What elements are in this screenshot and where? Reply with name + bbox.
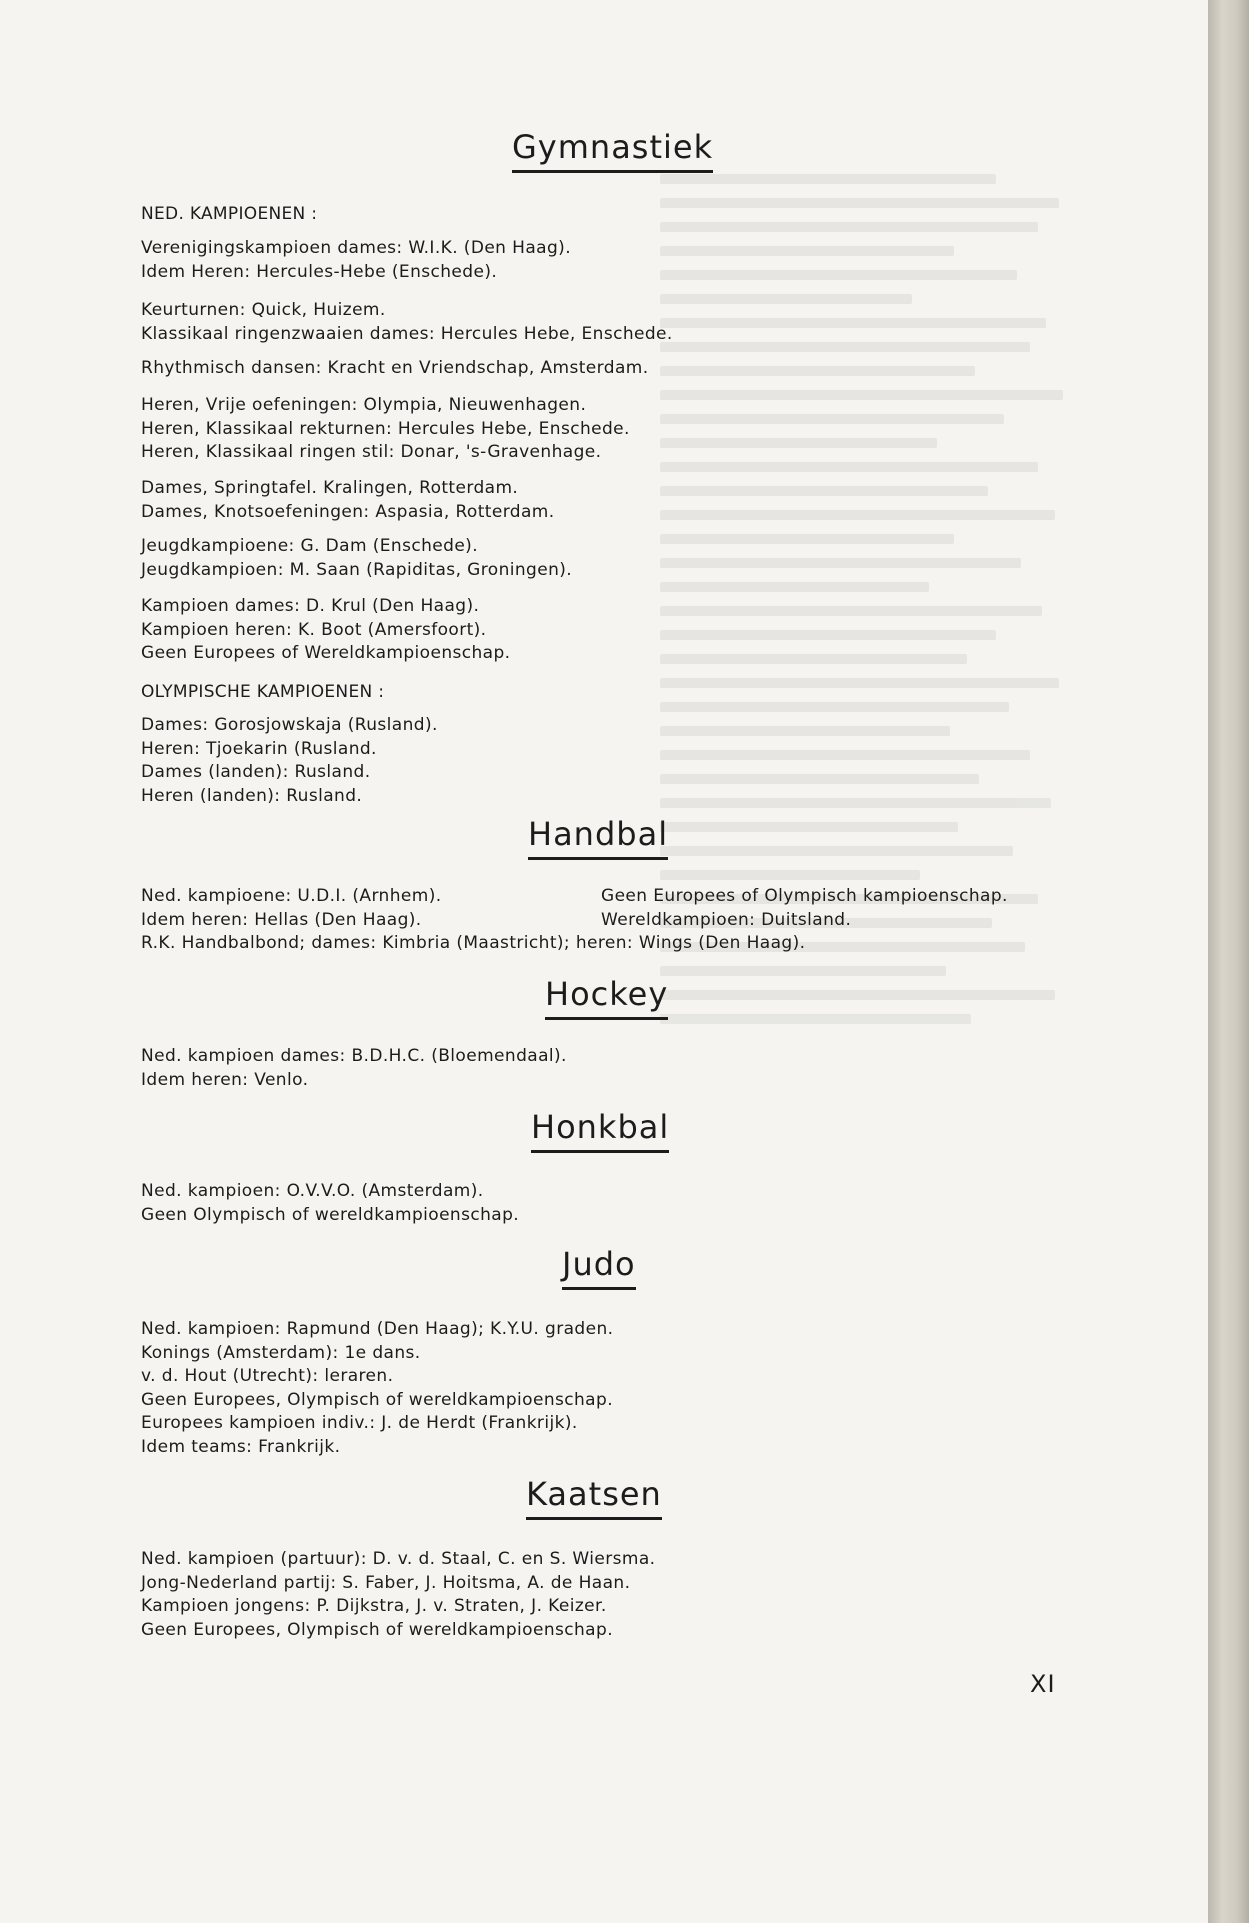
page-number: XI: [1030, 1670, 1056, 1698]
gymnastiek-group-6: [141, 535, 572, 582]
text-line: Rhythmisch dansen: Kracht en Vriendschap, Amsterdam.: [141, 358, 649, 378]
ned-kampioenen-header: NED. KAMPIOENEN :: [141, 204, 318, 224]
gymnastiek-group-1: [141, 237, 571, 284]
text-line: Keurturnen: Quick, Huizem.: [141, 300, 386, 320]
section-title-kaatsen: Kaatsen: [526, 1475, 662, 1520]
honkbal-lines: [141, 1180, 519, 1227]
text-line: Heren, Vrije oefeningen: Olympia, Nieuwenhagen.: [141, 395, 587, 415]
text-line: Dames, Springtafel. Kralingen, Rotterdam.: [141, 478, 519, 498]
text-line: Idem teams: Frankrijk.: [141, 1436, 341, 1457]
olympic-champions-list: [141, 714, 438, 808]
text-line: v. d. Hout (Utrecht): leraren.: [141, 1366, 394, 1386]
text-line: Europees kampioen indiv.: J. de Herdt (Frankrijk).: [141, 1413, 578, 1433]
judo-lines: [141, 1318, 613, 1459]
text-line: R.K. Handbalbond; dames: Kimbria (Maastricht); heren: Wings (Den Haag).: [141, 933, 806, 953]
text-line: Jeugdkampioen: M. Saan (Rapiditas, Groningen).: [141, 559, 573, 580]
gymnastiek-group-2: [141, 299, 673, 346]
section-title-handbal: Handbal: [528, 815, 668, 860]
text-line: Geen Europees of Wereldkampioenschap.: [141, 643, 511, 663]
text-line: Geen Europees, Olympisch of wereldkampioenschap.: [141, 1389, 613, 1410]
section-title-hockey: Hockey: [545, 975, 668, 1020]
text-line: Verenigingskampioen dames: W.I.K. (Den Haag).: [141, 238, 572, 258]
text-line: Geen Europees of Olympisch kampioenschap.: [601, 886, 1008, 906]
handbal-rk-line: [141, 932, 805, 956]
text-line: Dames: Gorosjowskaja (Rusland).: [141, 715, 438, 735]
text-line: Idem Heren: Hercules-Hebe (Enschede).: [141, 261, 498, 282]
gymnastiek-group-3: [141, 357, 649, 381]
text-line: Dames (landen): Rusland.: [141, 762, 371, 782]
text-line: Geen Europees, Olympisch of wereldkampioenschap.: [141, 1619, 613, 1640]
text-line: Ned. kampioen: O.V.V.O. (Amsterdam).: [141, 1181, 484, 1201]
page-edge: [1208, 0, 1249, 1923]
kaatsen-lines: [141, 1548, 655, 1642]
gymnastiek-group-4: [141, 394, 630, 465]
section-title-honkbal: Honkbal: [531, 1108, 669, 1153]
gymnastiek-group-7: [141, 595, 510, 666]
text-line: Ned. kampioen dames: B.D.H.C. (Bloemendaal).: [141, 1046, 567, 1066]
text-line: Klassikaal ringenzwaaien dames: Hercules Hebe, Enschede.: [141, 323, 673, 344]
text-line: Kampioen jongens: P. Dijkstra, J. v. Straten, J. Keizer.: [141, 1596, 607, 1616]
text-line: Kampioen heren: K. Boot (Amersfoort).: [141, 619, 487, 640]
handbal-right-column: [601, 885, 1008, 932]
text-line: Heren, Klassikaal rekturnen: Hercules Hebe, Enschede.: [141, 418, 630, 439]
text-line: Ned. kampioen (partuur): D. v. d. Staal, C. en S. Wiersma.: [141, 1549, 656, 1569]
text-line: Wereldkampioen: Duitsland.: [601, 909, 852, 930]
handbal-left-column: [141, 885, 442, 932]
text-line: Idem heren: Hellas (Den Haag).: [141, 909, 422, 930]
text-line: Konings (Amsterdam): 1e dans.: [141, 1342, 421, 1363]
olympische-kampioenen-header: OLYMPISCHE KAMPIOENEN :: [141, 682, 385, 702]
text-line: Ned. kampioene: U.D.I. (Arnhem).: [141, 886, 442, 906]
text-line: Dames, Knotsoefeningen: Aspasia, Rotterdam.: [141, 501, 555, 522]
section-title-judo: Judo: [562, 1245, 636, 1290]
text-line: Geen Olympisch of wereldkampioenschap.: [141, 1204, 520, 1225]
hockey-lines: [141, 1045, 567, 1092]
text-line: Ned. kampioen: Rapmund (Den Haag); K.Y.U. graden.: [141, 1319, 614, 1339]
text-line: Jong-Nederland partij: S. Faber, J. Hoitsma, A. de Haan.: [141, 1572, 631, 1593]
text-line: Heren (landen): Rusland.: [141, 785, 363, 806]
text-line: Idem heren: Venlo.: [141, 1069, 309, 1090]
text-line: Kampioen dames: D. Krul (Den Haag).: [141, 596, 480, 616]
text-line: Jeugdkampioene: G. Dam (Enschede).: [141, 536, 479, 556]
text-line: Heren: Tjoekarin (Rusland.: [141, 738, 377, 759]
gymnastiek-group-5: [141, 477, 555, 524]
section-title-gymnastiek: Gymnastiek: [512, 128, 713, 173]
text-line: Heren, Klassikaal ringen stil: Donar, 's-Gravenhage.: [141, 442, 602, 462]
